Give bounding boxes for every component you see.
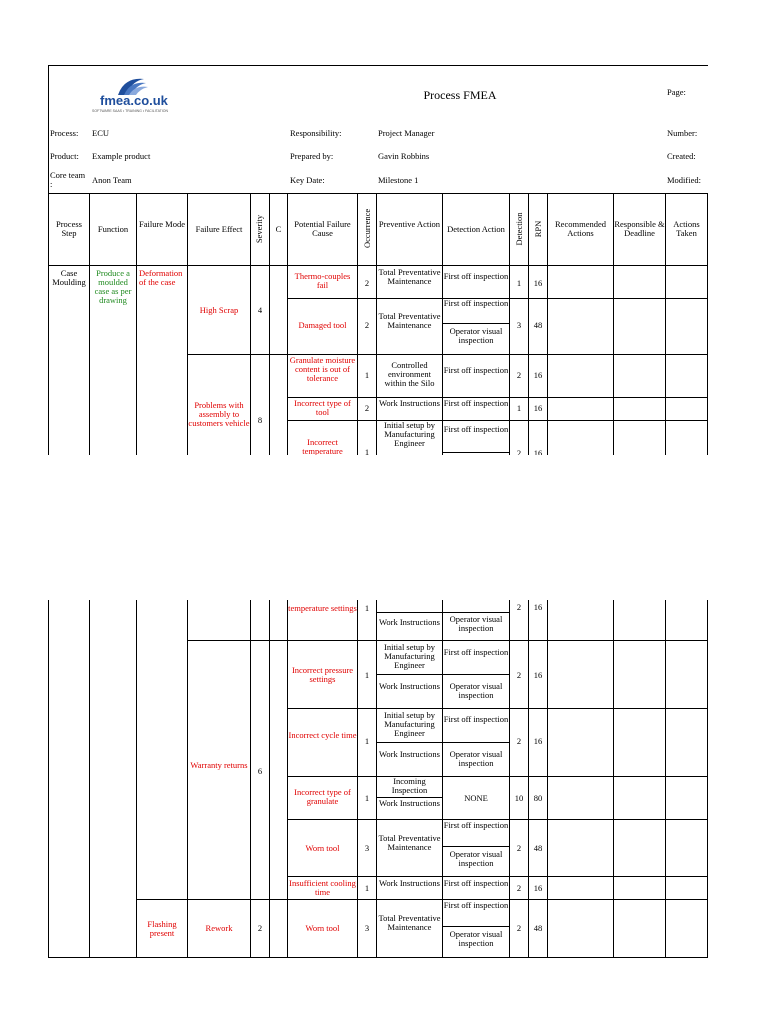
preventive-cell: Work Instructions (379, 398, 440, 408)
rpn-cell: 16 (533, 370, 543, 380)
table-bottom-border (48, 957, 708, 958)
fmea-page-2 (0, 600, 768, 1024)
row-line (187, 640, 708, 641)
col-line (528, 600, 529, 957)
row-line (376, 674, 509, 675)
cause-cell: Granulate moisture content is out of tolerance (289, 355, 356, 383)
col-header-rpn: RPN (533, 220, 543, 238)
detection-cell: 2 (516, 670, 522, 680)
row-line (136, 899, 708, 900)
responsibility-label: Responsibility: (290, 128, 342, 138)
col-line (357, 600, 358, 957)
process-value: ECU (92, 128, 109, 138)
col-header-occurrence: Occurrence (362, 208, 372, 248)
detection-action-cell: First off inspection (443, 714, 509, 724)
detection-action-cell: Operator visual inspection (449, 326, 503, 345)
rpn-cell: 16 (533, 403, 543, 413)
row-line (376, 742, 509, 743)
core-team-label: Core team : (50, 170, 86, 189)
rpn-cell: 16 (533, 670, 543, 680)
cause-cell: Incorrect temperature (302, 437, 343, 455)
process-label: Process: (50, 128, 79, 138)
detection-action-cell: Operator visual inspection (449, 849, 503, 868)
col-header-detection-action: Detection Action (447, 224, 505, 234)
row-line (287, 876, 708, 877)
row-line (287, 776, 708, 777)
preventive-cell: Total Preventative Maintenance (378, 267, 441, 286)
row-line (376, 612, 509, 613)
preventive-cell: Initial setup by Manufacturing Engineer (384, 642, 435, 670)
row-line (187, 354, 708, 355)
occurrence-cell: 1 (364, 883, 370, 893)
number-label: Number: (667, 128, 698, 138)
col-line (547, 600, 548, 957)
detection-action-cell: First off inspection (443, 820, 509, 830)
preventive-cell: Total Preventative Maintenance (378, 311, 441, 330)
preventive-cell: Work Instructions (379, 617, 440, 627)
occurrence-cell: 2 (364, 278, 370, 288)
col-line (509, 600, 510, 957)
detection-cell: 2 (516, 370, 522, 380)
rpn-cell: 80 (533, 793, 543, 803)
effect-rework: Rework (205, 923, 233, 933)
failure-mode-cell: Deformation of the case (139, 268, 183, 287)
page-title: Process FMEA (423, 88, 497, 102)
col-line (136, 600, 137, 957)
col-line (665, 600, 666, 957)
detection-cell: 1 (516, 403, 522, 413)
detection-action-cell: First off inspection (443, 398, 509, 408)
preventive-cell: Work Instructions (379, 749, 440, 759)
detection-cell: 10 (514, 793, 524, 803)
logo-text: fmea.co.uk (100, 93, 168, 108)
col-header-process-step: Process Step (56, 219, 82, 238)
row-line (287, 420, 708, 421)
preventive-cell: Work Instructions (379, 878, 440, 888)
col-header-severity: Severity (254, 214, 264, 244)
col-line (250, 600, 251, 957)
fmea-page-1 (0, 0, 768, 455)
detection-action-cell: Operator visual inspection (449, 749, 503, 768)
cause-cell: Damaged tool (298, 320, 347, 330)
occurrence-cell: 2 (364, 403, 370, 413)
occurrence-cell: 3 (364, 843, 370, 853)
table-top-border (48, 193, 708, 194)
effect-high-scrap: High Scrap (199, 305, 239, 315)
row-line (442, 846, 509, 847)
col-line (613, 600, 614, 957)
col-header-recommended: Recommended Actions (555, 219, 606, 238)
col-line (707, 193, 708, 455)
col-line (287, 600, 288, 957)
col-header-cause: Potential Failure Cause (294, 219, 351, 238)
preventive-cell: Work Instructions (379, 681, 440, 691)
detection-action-cell: First off inspection (443, 298, 509, 308)
prepared-by-value: Gavin Robbins (378, 151, 430, 161)
function-cell: Produce a moulded case as per drawing (94, 268, 132, 305)
core-team-value: Anon Team (92, 175, 132, 185)
rpn-cell: 48 (533, 923, 543, 933)
detection-action-cell: First off inspection (443, 900, 509, 910)
occurrence-cell: 1 (364, 603, 370, 613)
product-value: Example product (92, 151, 151, 161)
failure-mode-flashing: Flashing present (147, 919, 177, 938)
effect-warranty-returns: Warranty returns (190, 760, 248, 770)
occurrence-cell: 1 (364, 736, 370, 746)
col-header-failure-effect: Failure Effect (195, 224, 243, 234)
detection-action-cell: Operator visual inspection (449, 614, 503, 633)
cause-cell: Incorrect pressure settings (291, 665, 354, 684)
cause-cell: Worn tool (305, 843, 340, 853)
col-header-preventive: Preventive Action (378, 219, 441, 229)
severity-high-scrap: 4 (257, 305, 263, 315)
preventive-cell: Total Preventative Maintenance (378, 833, 441, 852)
detection-action-cell: First off inspection (443, 878, 509, 888)
modified-label: Modified: (667, 175, 701, 185)
detection-cell: 3 (516, 320, 522, 330)
row-line (287, 708, 708, 709)
preventive-cell: Initial setup by Manufacturing Engineer (384, 710, 435, 738)
preventive-cell: Work Instructions (379, 798, 440, 808)
key-date-label: Key Date: (290, 175, 325, 185)
created-label: Created: (667, 151, 696, 161)
detection-cell: 2 (516, 602, 522, 612)
header-bottom-border (48, 265, 708, 266)
severity-warranty-returns: 6 (257, 766, 263, 776)
frame-top-border (48, 65, 708, 66)
detection-action-cell: Operator visual inspection (449, 681, 503, 700)
col-header-taken: Actions Taken (673, 219, 700, 238)
rpn-cell: 16 (533, 883, 543, 893)
severity-rework: 2 (257, 923, 263, 933)
cause-cell: Insufficient cooling time (289, 878, 356, 897)
detection-action-cell: First off inspection (443, 271, 509, 281)
cause-cell: Incorrect type of tool (294, 398, 351, 417)
col-header-responsible: Responsible & Deadline (614, 219, 665, 238)
rpn-cell: 16 (533, 448, 543, 455)
severity-assembly-problems: 8 (257, 415, 263, 425)
detection-cell: 2 (516, 448, 522, 455)
detection-action-cell: First off inspection (443, 647, 509, 657)
preventive-cell: Incoming Inspection (391, 776, 428, 795)
detection-action-cell: NONE (464, 793, 488, 803)
frame-left-border (48, 65, 49, 455)
cause-cell: Incorrect type of granulate (294, 787, 351, 806)
row-line (442, 452, 509, 453)
col-line (136, 193, 137, 455)
page-label: Page: (667, 87, 686, 97)
prepared-by-label: Prepared by: (290, 151, 334, 161)
detection-cell: 1 (516, 278, 522, 288)
responsibility-value: Project Manager (378, 128, 435, 138)
col-line (187, 600, 188, 957)
cause-cell: Incorrect cycle time (288, 730, 357, 740)
detection-cell: 2 (516, 736, 522, 746)
rpn-cell: 16 (533, 278, 543, 288)
page-gap (0, 455, 768, 600)
col-header-c: C (275, 224, 282, 234)
preventive-cell: Total Preventative Maintenance (378, 913, 441, 932)
occurrence-cell: 3 (364, 923, 370, 933)
cause-cell: temperature settings (288, 603, 357, 613)
col-line (89, 600, 90, 957)
detection-action-cell: First off inspection (443, 365, 509, 375)
fmea-logo (88, 73, 178, 119)
occurrence-cell: 1 (364, 793, 370, 803)
rpn-cell: 16 (533, 736, 543, 746)
preventive-cell: Controlled environment within the Silo (384, 360, 435, 388)
col-line (269, 600, 270, 957)
col-header-detection: Detection (514, 212, 524, 246)
occurrence-cell: 2 (364, 320, 370, 330)
detection-cell: 2 (516, 843, 522, 853)
rpn-cell: 16 (533, 602, 543, 612)
occurrence-cell: 1 (364, 447, 370, 455)
cause-cell: Thermo-couples fail (294, 271, 351, 290)
process-step-cell: Case Moulding (52, 268, 86, 287)
rpn-cell: 48 (533, 320, 543, 330)
occurrence-cell: 1 (364, 670, 370, 680)
detection-action-cell: First off inspection (443, 424, 509, 434)
preventive-cell: Initial setup by Manufacturing Engineer (384, 420, 435, 448)
product-label: Product: (50, 151, 79, 161)
row-line (442, 926, 509, 927)
detection-cell: 2 (516, 923, 522, 933)
col-line (707, 600, 708, 957)
rpn-cell: 48 (533, 843, 543, 853)
occurrence-cell: 1 (364, 370, 370, 380)
effect-assembly-problems: Problems with assembly to customers vehicle (188, 400, 250, 428)
key-date-value: Milestone 1 (378, 175, 419, 185)
col-header-function: Function (97, 224, 129, 234)
col-header-failure-mode: Failure Mode (138, 219, 186, 229)
row-line (442, 323, 509, 324)
cause-cell: Worn tool (305, 923, 340, 933)
logo-tagline: SOFTWARE SAAS • TRAINING • FACILITATION (92, 109, 169, 113)
col-line (48, 600, 49, 957)
detection-cell: 2 (516, 883, 522, 893)
detection-action-cell: Operator visual inspection (449, 929, 503, 948)
